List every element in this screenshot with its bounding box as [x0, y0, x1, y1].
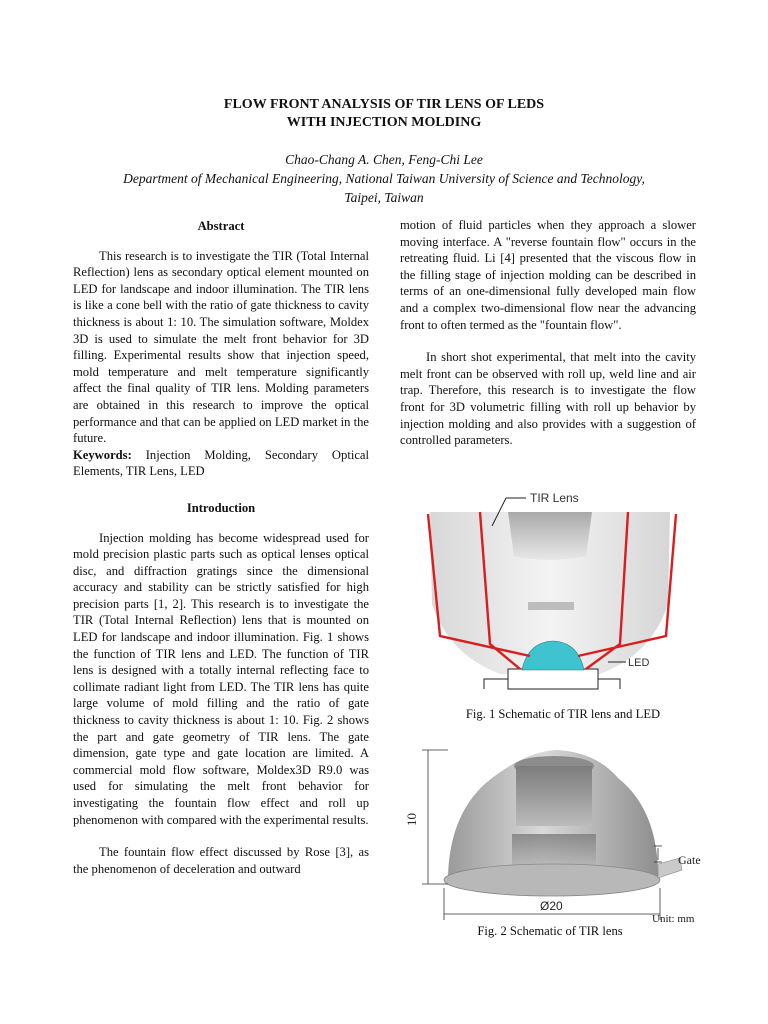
figure-2-tir-lens-dimensions: [396, 738, 716, 938]
authors: Chao-Chang A. Chen, Feng-Chi Lee: [285, 152, 483, 167]
left-column: [73, 218, 369, 877]
keywords: [73, 447, 369, 480]
gate-label: Gate: [678, 853, 701, 867]
figure-2-caption: Fig. 2 Schematic of TIR lens: [477, 924, 623, 938]
fountain-flow-paragraph: motion of fluid particles when they approach a slower moving interface. A "reverse fountain flow" occurs in the retreating fluid. Li [4] presented that the viscous flow in the filling stage of injection molding can be described in terms of an one-dimensional fully developed main flow and a complex two-dimensional flow near the advancing front to often termed as the "fountain flow".: [400, 218, 696, 332]
author-block: [0, 150, 768, 207]
unit-label: Unit: mm: [652, 913, 695, 925]
introduction-heading: Introduction: [186, 500, 256, 515]
figure-1-tir-lens-led: [420, 484, 700, 694]
title-line-2: WITH INJECTION MOLDING: [286, 115, 482, 130]
lens2-inner-cavity: [516, 766, 592, 826]
right-column: [400, 217, 696, 449]
short-shot-paragraph: In short shot experimental, that melt into the cavity melt front can be observed with roll up, weld line and air trap. Therefore, this research is to investigate the flow front for 3D volumetric filling with roll up behavior by injection molding and also provides with a suggestion of controlled parameters.: [400, 350, 696, 448]
label-tir-lens: TIR Lens: [530, 491, 579, 505]
lens-top-cavity: [508, 512, 592, 560]
paper-title: [0, 96, 768, 132]
affiliation-line-2: Taipei, Taiwan: [344, 190, 424, 205]
abstract-body: This research is to investigate the TIR (Total Internal Reflection) lens as secondary optical element mounted on LED for landscape and indoor illumination. The TIR lens is like a cone bell with the ratio of gate thickness to cavity thickness is about 1: 10. The simulation software, Moldex 3D is used to simulate the melt front behavior for 3D filling. Experimental results show that injection speed, mold temperature and melt temperature significantly affect the final quality of TIR lens. Molding parameters are obtained in this research to improve the optical performance and that can be applied on LED market in the future.: [73, 248, 369, 446]
diameter-label: Ø20: [540, 899, 563, 913]
title-line-1: FLOW FRONT ANALYSIS OF TIR LENS OF LEDS: [223, 97, 545, 112]
height-label: 10: [404, 813, 419, 826]
introduction-paragraph-1: Injection molding has become widespread used for mold precision plastic parts such as optical lenses optical disc, and diffraction gratings since the dimensional accuracy and stability can be strictly satisfied for high precision parts [1, 2]. This research is to investigate the TIR (Total Internal Reflection) lens that is mounted on LED for landscape and indoor illumination. Fig. 1 shows the function of TIR lens and LED. The function of TIR lens is designed with a totally internal reflecting face to collimate radiant light from LED. The TIR lens has quite large volume of mold filling and the ratio of gate thickness to cavity thickness is about 1: 10. Fig. 2 shows the part and gate geometry of TIR lens. The gate dimension, gate type and gate location are limited. A commercial mold flow software, Moldex3D R9.0 was used for simulating the melt front behavior for investigating the fountain flow effect and roll up phenomenon with compared with the experimental results.: [73, 530, 369, 827]
keywords-label: Keywords:: [73, 447, 132, 462]
lens-slot: [528, 602, 574, 610]
label-led: LED: [628, 657, 650, 669]
introduction-paragraph-2: The fountain flow effect discussed by Rose [3], as the phenomenon of deceleration and outward: [73, 845, 369, 876]
led-base: [508, 669, 598, 689]
lens2-flange: [444, 864, 660, 896]
figure-1-caption: Fig. 1 Schematic of TIR lens and LED: [465, 707, 661, 721]
abstract-heading: Abstract: [197, 219, 245, 233]
keywords-text: Injection Molding, Secondary Optical Elements, TIR Lens, LED: [73, 447, 369, 479]
affiliation-line-1: Department of Mechanical Engineering, National Taiwan University of Science and Technology,: [123, 171, 645, 186]
